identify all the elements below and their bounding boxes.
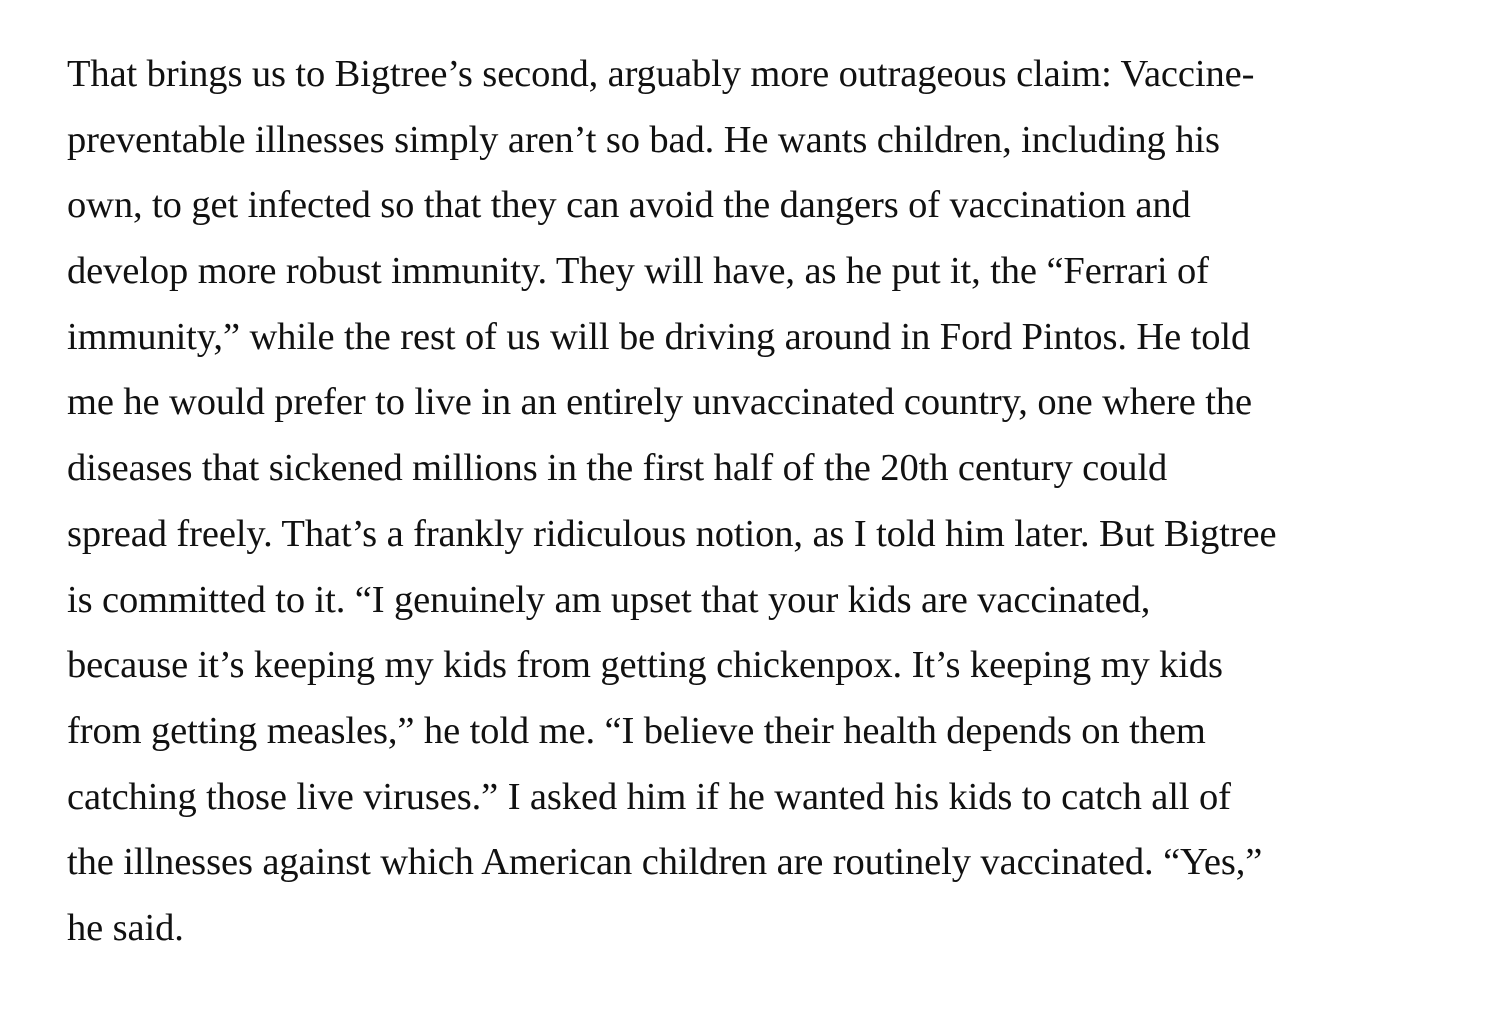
paragraph-line: develop more robust immunity. They will have, as he put it, the “Ferrari of <box>67 250 1209 293</box>
paragraph-line: is committed to it. “I genuinely am upset that your kids are vaccinated, <box>67 578 1151 621</box>
paragraph-line: spread freely. That’s a frankly ridiculous notion, as I told him later. But Bigtree <box>67 512 1277 555</box>
paragraph-line: preventable illnesses simply aren’t so bad. He wants children, including his <box>67 118 1220 161</box>
paragraph-line: from getting measles,” he told me. “I believe their health depends on them <box>67 709 1206 752</box>
paragraph-line: me he would prefer to live in an entirely unvaccinated country, one where the <box>67 381 1252 424</box>
paragraph-line: That brings us to Bigtree’s second, arguably more outrageous claim: Vaccine- <box>67 53 1255 95</box>
paragraph-line: immunity,” while the rest of us will be driving around in Ford Pintos. He told <box>67 315 1251 358</box>
paragraph-line: diseases that sickened millions in the first half of the 20th century could <box>67 447 1168 490</box>
article-paragraph <box>67 42 1487 962</box>
paragraph-line: the illnesses against which American children are routinely vaccinated. “Yes,” <box>67 841 1263 884</box>
paragraph-line: catching those live viruses.” I asked him if he wanted his kids to catch all of <box>67 775 1231 818</box>
paragraph-line: he said. <box>67 906 184 949</box>
paragraph-line: own, to get infected so that they can avoid the dangers of vaccination and <box>67 184 1191 227</box>
paragraph-line: because it’s keeping my kids from getting chickenpox. It’s keeping my kids <box>67 644 1223 687</box>
